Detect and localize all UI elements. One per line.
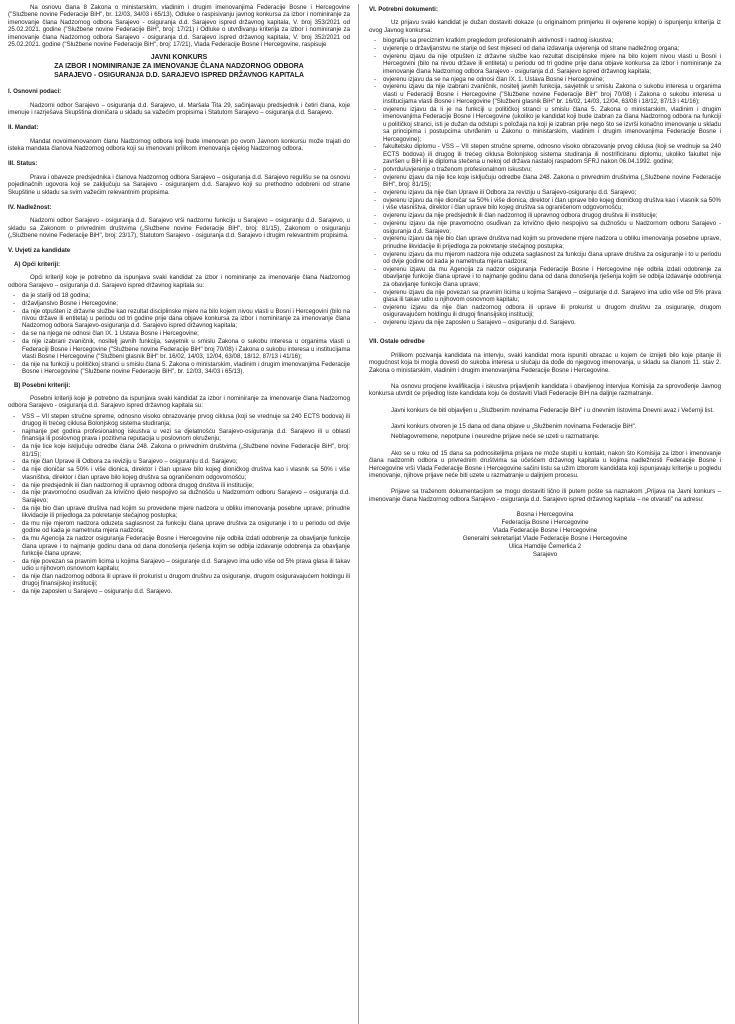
list-item: - da nije bio član uprave društva nad kojim su provedene mjere nadzora u obliku imenovanja posebne uprave, prinudne likvidacije ili prijedloga za pokretanje stečajnog postupka;: [22, 505, 350, 520]
list-item: - ovjerenu izjavu da nije izabrani zvaničnik, nositelj javnih funkcija, savjetnik u smislu Zakona o sukobu interesa u organima vlasti u Federaciji Bosne i Hercegovine ("Službene novine Federacije BiH" broj 70/08) i Zakona o sukobu interesa u institucijama vlasti Bosne i Hercegovine ("Službeni glasnik BiH" br. 16/02, 14/03, 12/04, 63/08 i 18/12, 87/13 i 41/16);: [383, 83, 721, 105]
section-7-paragraph-3: Javni konkurs će biti objavljen u „Službenim novinama Federacije BiH" i u dnevnim listovima Dnevni avaz i Večernji list.: [391, 406, 715, 414]
required-documents-list: [369, 37, 721, 326]
list-item: - ovjerenu izjavu da nije otpušten iz državne službe kao rezultat disciplinske mjere na bilo kojem nivou vlasti u Bosni i Hercegovini (bilo na nivou države ili entiteta) u periodu od tri godine prije dana objave konkursa za izbor i nominiranje za imenovanje člana Nadzornog odbora Sarajevo - osiguranja d.d. Sarajevo ispred državnog kapitala;: [383, 53, 721, 75]
list-item: - da mu Agencija za nadzor osiguranja Federacije Bosne i Hercegovine nije odbila izdati odobrenje za obavljanje funkcije člana uprave i to najmanje godinu dana od dana donošenja rješenja kojim se odbija izdavanje odobrenja za obavljanje funkcije člana uprave;: [22, 535, 350, 557]
section-4-heading: IV. Nadležnost:: [8, 203, 52, 211]
list-item: - ovjerenu izjavu da nije član Uprave ili Odbora za reviziju u Sarajevo-osiguranju d.d. Sarajevo;: [383, 189, 721, 196]
title-line-1: JAVNI KONKURS: [150, 54, 208, 62]
list-item: - najmanje pet godina profesionalnog iskustva u vezi sa djelatnošću Sarajevo-osiguranja d.d. Sarajevo ili u oblasti finansija ili poslovnog prava i pozitivna reputacija u poslovnom okruženju;: [22, 428, 350, 443]
right-column: [358, 4, 721, 1024]
list-item: - da nije dioničar sa 50% i više dionica, direktor i član uprave bilo kojeg dioničkog društva kao i vlasnik sa 50% i više vlasništva, direktor i član uprave bilo kojeg društva sa ograničenom odgovornošću;: [22, 466, 350, 481]
list-item: - da se na njega ne odnosi član IX. 1 Ustava Bosne i Hercegovine;: [22, 330, 350, 337]
list-item: - da je stariji od 18 godina;: [22, 292, 350, 299]
section-7-paragraph-4: Javni konkurs otvoren je 15 dana od dana objave u „Službenim novinama Federacije BiH".: [391, 423, 637, 430]
list-item: - da nije lice koje isključuju odredbe člana 248. Zakona o privrednim društvima („Službene novine Federacije BiH", broj: 81/15);: [22, 443, 350, 458]
section-2-text: Mandat novoimenovanom članu Nadzornog odbora koji bude imenovan po ovom Javnom konkursu može trajati do isteka mandata članova Nadzornog odbora koji su imenovani prilikom imenovanja cijelog Nadzornog odbora.: [8, 137, 350, 152]
intro-paragraph: Na osnovu člana 8 Zakona o ministarskim, vladinim i drugim imenovanjima Federacije Bosne i Hercegovine ("Službene novine Federacije BiH", br. 12/03, 34/03 i 65/13), Odluke o raspisivanju javnog konkursa za izbor i nominiranje za imenovanje člana Nadzornog odbora Sarajevo - osiguranja d.d. Sarajevo ispred državnog kapitala, V. broj 353/2021 od 25.02.2021. godine ("Službene novine Federacije BiH", broj: 17/21) i Odluke o utvrđivanju kriterija za izbor i nominiranje za imenovanje člana Nadzornog odbora Sarajevo - osiguranja d.d. Sarajevo ispred državnog kapitala, V. broj 352/2021 od 25.02.2021. godine ("Službene novine Federacije BiH", broj: 17/21), Vlada Federacije Bosne i Hercegovine, raspisuje: [8, 4, 350, 48]
section-6-heading: VI. Potrebni dokumenti:: [369, 6, 438, 13]
list-item: - ovjerenu izjavu da li je na funkciji u političkoj stranci u smislu člana 5. Zakona o ministarskim, vladinim i drugim imenovanjima Federacije Bosne i Hercegovine (ukoliko je kandidat koji bude izabran za člana Nadzornog odbora na funkciji u političkoj stranci, isti je dužan da odstupi s položaja na koji je izabran prije nego što se izvrši konačno imenovanje u skladu sa principima i postupcima utvrđenim u Zakonu o ministarskim, vladinim i drugim imenovanjima Federacije Bosne i Hercegovine);: [383, 106, 721, 143]
left-column: [8, 4, 358, 1024]
section-3-text: Prava i obaveze predsjednika i članova Nadzornog odbora Sarajevo – osiguranja d.d. Sarajevo regulišu se na osnovu pojedinačnih ugovora koji se zaključuju sa Sarajevo - osiguranjem d.d. Sarajevo koji su prethodno odobreni od strane Skupštine u skladu sa svim važećim relevantnim propisima.: [8, 173, 350, 196]
address-line: Generalni sekretarijat Vlade Federacije Bosne i Hercegovine: [462, 535, 628, 542]
list-item: - da nije povezan sa pravnim licima u kojima Sarajevo – osiguranje d.d. Sarajevo ima udio više od 5% prava glasa ili takav udio u njihovom osnovnom kapitalu;: [22, 558, 350, 573]
list-item: - da nije predsjednik ili član nadzornog ili upravnog odbora drugog društva ili institucije;: [22, 482, 350, 489]
list-item: - da nije član Uprave ili Odbora za reviziju u Sarajevo – osiguranju d.d. Sarajevo;: [22, 458, 350, 465]
section-2-heading: II. Mandat:: [8, 124, 39, 132]
list-item: - državljanstvo Bosne i Hercegovine;: [22, 300, 350, 307]
list-item: - da nije zaposlen u Sarajevo – osiguranju d.d. Sarajevo.: [22, 588, 350, 595]
section-7-paragraph-5: Neblagovremene, nepotpune i neuredne prijave neće se uzeti u razmatranje.: [391, 433, 600, 441]
list-item: - fakultetsku diplomu - VSS – VII stepen stručne spreme, odnosno visoko obrazovanje prvog ciklusa (koji se vrednuje sa 240 ECTS bodova) ili drugog ili trećeg ciklusa Bolonjskog sistema studiranja ili nostrificiranu diplomu, ukoliko fakultet nije završen u BiH ili je diploma stečena u nekoj od država nastaloj raspadom SFRJ nakon 06.04.1992. godine;: [383, 143, 721, 165]
list-item: - ovjerenu izjavu da nije pravomoćno osuđivan za krivično djelo nespojivo sa dužnošću u Nadzornom odboru Sarajevo - osiguranja d.d. Sarajevo;: [383, 220, 721, 235]
list-item: - ovjerenu izjavu da nije dioničar sa 50% i više dionica, direktor i član uprave bilo kojeg dioničkog društva kao i vlasnik sa 50% i više vlasništva, direktor i član uprave bilo kojeg društva sa ograničenom odgovornošću;: [383, 197, 721, 212]
title-line-3: SARAJEVO - OSIGURANJA D.D. SARAJEVO ISPRED DRŽAVNOG KAPITALA: [54, 71, 304, 79]
section-3-heading: III. Status:: [8, 160, 38, 168]
section-7-paragraph-2: Na osnovu procjene kvalifikacija i iskustva prijavljenih kandidata i obavljenog intervjua Komisija za sprovođenje Javnog konkursa utvrdit će prijedlog liste kandidata koju će dostaviti Vladi Federacije BiH na daljnje razmatranje.: [369, 382, 721, 398]
document-title: [8, 54, 350, 80]
list-item: - da nije pravomoćno osuđivan za krivično djelo nespojivo sa dužnošću u Nadzornom odboru Sarajevo – osiguranja d.d. Sarajevo;: [22, 489, 350, 504]
section-1-text: Nadzorni odbor Sarajevo – osiguranja d.d. Sarajevo, ul. Maršala Tita 29, sačinjavaju predsjednik i četiri člana, koje imenuje i razrješava Skupština dioničara u skladu sa važećim propisima i Statutom Sarajevo – osiguranja d.d. Sarajevo.: [8, 101, 350, 116]
list-item: - ovjerenu izjavu da nije bio član uprave društva nad kojim su provedene mjere nadzora u obliku imenovanja posebne uprave, prinudne likvidacije ili prijedloga za pokretanje stečajnog postupka;: [383, 235, 721, 250]
address-line: Federacija Bosne i Hercegovine: [501, 519, 589, 526]
list-item: - da mu nije mjerom nadzora oduzeta saglasnost za funkciju člana uprave društva za osiguranje i to u periodu od dvije godine od kada je nametnuta mjera nadzora;: [22, 520, 350, 535]
list-item: - uvjerenje o državljanstvu ne starije od šest mjeseci od dana izdavanja uvjerenja od strane nadležnog organa;: [383, 45, 721, 52]
list-item: - da nije otpušten iz državne službe kao rezultat disciplinske mjere na bilo kojem nivou vlasti u Bosni i Hercegovini (bilo na nivou države ili entiteta) u periodu od tri godine prije dana objave konkursa za izbor i nominiranje za imenovanje člana Nadzornog odbora Sarajevo-osiguranja d.d. Sarajevo ispred državnog kapitala;: [22, 308, 350, 330]
list-item: - da nije izabrani zvaničnik, nositelj javnih funkcija, savjetnik u smislu Zakona o sukobu interesa u organima vlasti u Federaciji Bosne i Hercegovine ("Službene novine Federacije BiH" broj 70/08) i Zakona o sukobu interesa u institucijama vlasti Bosne i Hercegovine ("Službeni glasnik BiH" br. 16/02, 14/03, 12/04, 63/08, 18/12, 87/13 i 41/16);: [22, 338, 350, 360]
special-criteria-list: [8, 413, 350, 596]
section-4-text: Nadzorni odbor Sarajevo - osiguranja d.d. Sarajevo vrši nadzornu funkciju u Sarajevo – osiguranju d.d. Sarajevo, u skladu sa Zakonom o privrednim društvima („Službene novine Federacije BiH", broj: 81/15), Zakonom o osiguranju („Službene novine Federacije BiH", broj: 23/17), Statutom Sarajevo - osiguranja d.d. Sarajevo i drugim relevantnim propisima.: [8, 217, 350, 239]
list-item: - da nije na funkciji u političkoj stranci u smislu člana 5. Zakona o ministarskim, vladinim i drugim imenovanjima Federacije Bosne i Hercegovine ("Službene novine Federacije BiH", br. 12/03, 34/03 i 65/13).: [22, 361, 350, 376]
address-line: Vlada Federacije Bosne i Hercegovine: [492, 527, 598, 534]
list-item: - ovjerenu izjavu da nije lice koje isključuju odredbe člana 248. Zakona o privrednim društvima („Službene novine Federacije BiH", broj: 81/15);: [383, 174, 721, 189]
section-7-paragraph-1: Prilikom pozivanja kandidata na intervju, svaki kandidat mora ispuniti obrazac u kojem će iznijeti bilo koje pitanje ili mogućnost koja bi mogla dovesti do sukoba interesa u slučaju da dođe do njegovog imenovanja, u skladu sa članom 11. stav 2. Zakona o ministarskim, vladinim i drugim imenovanjima Federacije Bosne i Hercegovine.: [369, 351, 721, 374]
address-line: Ulica Hamdije Čemerlića 2: [508, 543, 582, 550]
list-item: - ovjerenu izjavu da mu Agencija za nadzor osiguranja Federacije Bosne i Hercegovine nije odbila izdati odobrenje za obavljanje funkcije člana uprave i to najmanje godinu dana od dana donošenja rješenja kojim se odbija izdavanje odobrenja za obavljanje funkcije člana uprave;: [383, 266, 721, 288]
address-line: Sarajevo: [532, 551, 558, 558]
list-item: - ovjerenu izjavu da nije predsjednik ili član nadzornog ili upravnog odbora drugog društva ili institucije;: [383, 212, 721, 219]
section-7-heading: VII. Ostale odredbe: [369, 338, 425, 346]
list-item: - ovjerenu izjavu da mu mjerom nadzora nije oduzeta saglasnost za funkciju člana uprave društva za osiguranje i to u periodu od dvije godine od kada je nametnuta mjera nadzora;: [383, 251, 721, 266]
list-item: - VSS – VII stepen stručne spreme, odnosno visoko obrazovanje prvog ciklusa (koji se vrednuje sa 240 ECTS bodova) ili drugog ili trećeg ciklusa Bolonjskog sistema studiranja;: [22, 413, 350, 428]
list-item: - ovjerenu izjavu da nije povezan sa pravnim licima u kojima Sarajevo – osiguranje d.d. Sarajevo ima udio više od 5% prava glasa ili takav udio u njihovom osnovnom kapitalu;: [383, 289, 721, 304]
title-line-2: ZA IZBOR I NOMINIRANJE ZA IMENOVANJE ČLANA NADZORNOG ODBORA: [54, 62, 304, 70]
mailing-address: [369, 511, 721, 559]
list-item: - potvrdu/uvjerenje o traženom profesionalnom iskustvu;: [383, 166, 721, 173]
general-criteria-heading: A) Opći kriteriji:: [14, 260, 61, 268]
list-item: - ovjerenu izjavu da se na njega ne odnosi član IX. 1. Ustava Bosne i Hercegovine;: [383, 76, 721, 83]
section-6-text: Uz prijavu svaki kandidat je dužan dostaviti dokaze (u originalnom primjerku ili ovjerene kopije) o ispunjenju kriterija iz ovog Javnog konkursa:: [369, 19, 721, 34]
general-criteria-text: Opći kriterijI koje je potrebno da ispunjava svaki kandidat za izbor i nominiranje za imenovanje člana Nadzornog odbora Sarajevo – osiguranja d.d. Sarajevo ispred državnog kapitala su:: [8, 274, 350, 289]
list-item: - da nije član nadzornog odbora ili uprave ili prokurist u drugom društvu za osiguranje, drugom osiguravajućem holdingu ili drugoj finansijskoj instituciji;: [22, 573, 350, 588]
section-7-paragraph-7: Prijave sa traženom dokumentacijom se mogu dostaviti lično ili putem pošte sa naznakom „Prijava na Javni konkurs – imenovanje člana Nadzornog odbora Sarajevo - osiguranja d.d. Sarajevo ispred državnog kapitala – ne otvarati" na adresu:: [369, 488, 721, 503]
general-criteria-list: [8, 292, 350, 376]
list-item: - ovjerenu izjavu da nije zaposlen u Sarajevo – osiguranju d.d. Sarajevo.: [383, 319, 721, 326]
section-1-heading: I. Osnovni podaci:: [8, 88, 62, 96]
special-criteria-heading: B) Posebni kriteriji:: [14, 381, 71, 389]
list-item: - biografiju sa preciznim kratkim pregledom profesionalnih aktivnosti i radnog iskustva;: [383, 37, 721, 44]
section-7-paragraph-6: Ako se u roku od 15 dana sa podnositeljima prijava ne može stupiti u kontakt, nakon što Komisija za izbor i imenovanje člana nadzornih odbora u privrednim društvima sa učešćem državnog kapitala u kojima nadležnosti Federacije Bosne i Hercegovine vrši Vlada Federacije Bosne i Hercegovine sačini listu sa užim izborom kandidata koji ispunjavaju kriterije u pogledu imenovanje, njihove prijave neće biti uzete u razmatranje u daljnjem procesu.: [369, 449, 721, 479]
special-criteria-text: Posebni kriteriji koje je potrebno da ispunjava svaki kandidat za izbor i nominiranje za imenovanje člana Nadzornog odbora Sarajevo - osiguranja d.d. Sarajevo ispred državnog kapitala su:: [8, 394, 350, 410]
address-line: Bosna i Hercegovina: [516, 511, 574, 518]
section-5-heading: V. Uvjeti za kandidate: [8, 247, 71, 255]
list-item: - ovjerenu izjavu da nije član nadzornog odbora ili uprave ili prokurist u drugom društvu za osiguranje, drugom osiguravajućem holdingu ili drugoj finansijskoj instituciji;: [383, 304, 721, 319]
